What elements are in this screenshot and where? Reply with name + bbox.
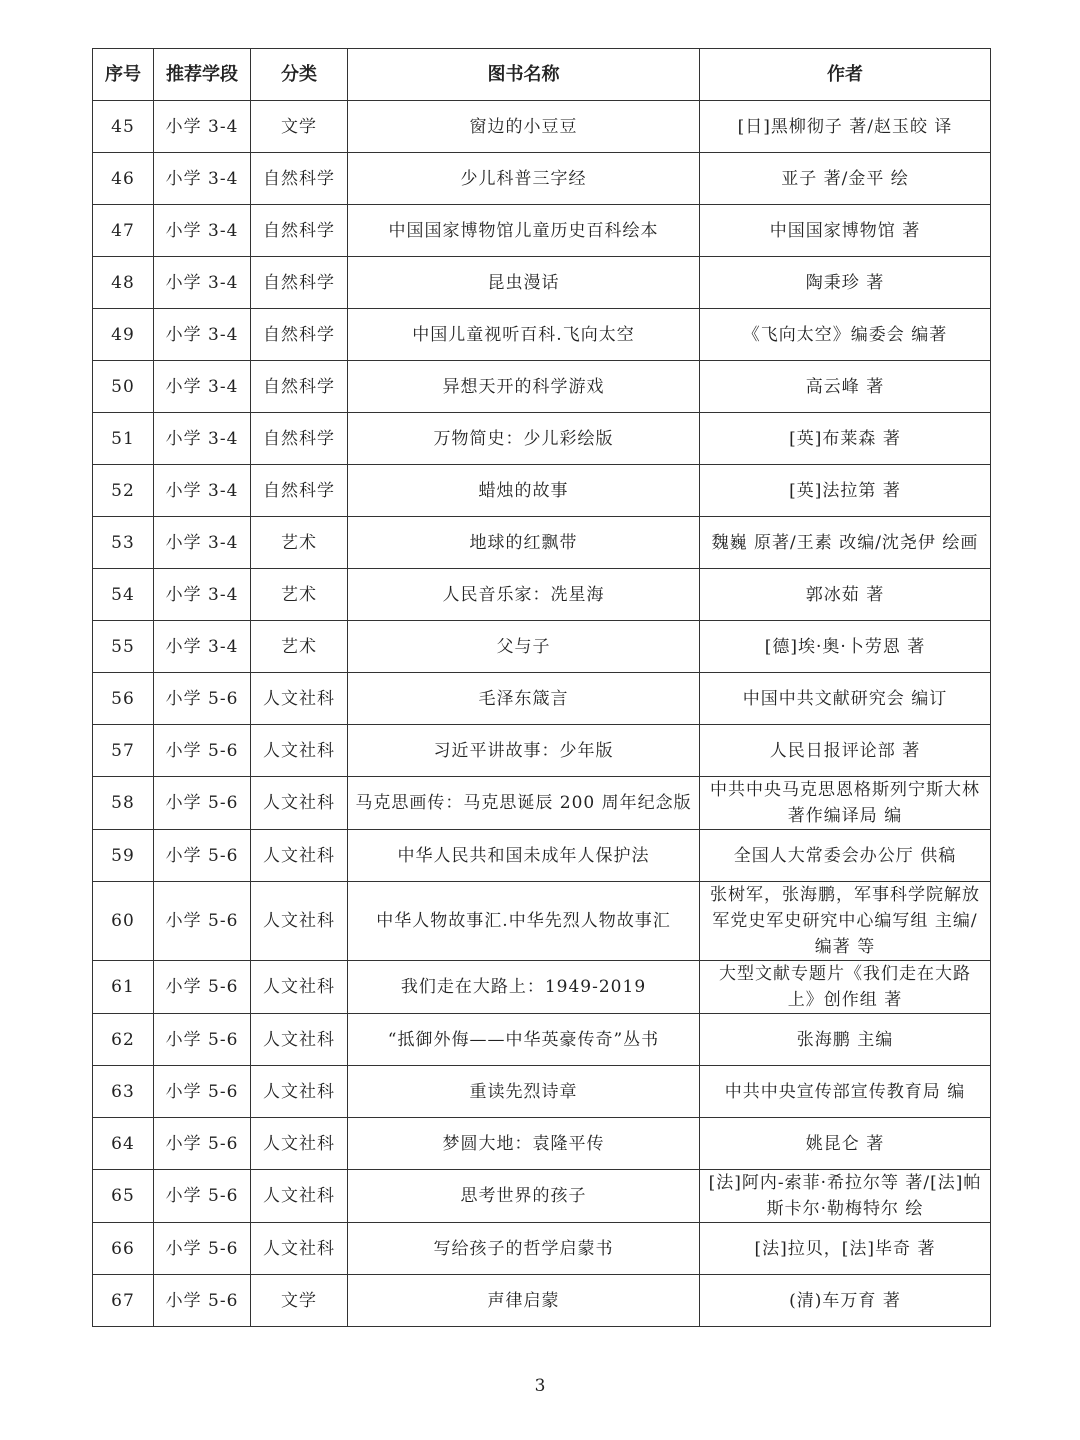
row-category: 自然科学	[251, 257, 348, 309]
row-author: 中共中央宣传部宣传教育局 编	[700, 1066, 991, 1118]
table-row	[93, 205, 991, 257]
row-book-title: 中国国家博物馆儿童历史百科绘本	[348, 205, 700, 257]
table-row	[93, 777, 991, 830]
row-stage: 小学 5-6	[154, 725, 251, 777]
row-index: 62	[93, 1014, 154, 1066]
row-category: 文学	[251, 1275, 348, 1327]
row-author: (清)车万育 著	[700, 1275, 991, 1327]
row-index: 63	[93, 1066, 154, 1118]
row-book-title: 人民音乐家：冼星海	[348, 569, 700, 621]
row-category: 自然科学	[251, 153, 348, 205]
table-row	[93, 569, 991, 621]
row-book-title: 习近平讲故事：少年版	[348, 725, 700, 777]
row-book-title: 中华人物故事汇.中华先烈人物故事汇	[348, 882, 700, 961]
row-index: 65	[93, 1170, 154, 1223]
row-stage: 小学 3-4	[154, 309, 251, 361]
row-book-title: 毛泽东箴言	[348, 673, 700, 725]
row-author: 《飞向太空》编委会 编著	[700, 309, 991, 361]
row-index: 60	[93, 882, 154, 961]
row-category: 人文社科	[251, 1223, 348, 1275]
row-index: 53	[93, 517, 154, 569]
table-row	[93, 1066, 991, 1118]
row-stage: 小学 3-4	[154, 569, 251, 621]
table-row	[93, 830, 991, 882]
row-index: 61	[93, 961, 154, 1014]
row-stage: 小学 3-4	[154, 361, 251, 413]
table-row	[93, 309, 991, 361]
row-stage: 小学 5-6	[154, 1223, 251, 1275]
row-book-title: “抵御外侮——中华英豪传奇”丛书	[348, 1014, 700, 1066]
book-list-table	[92, 48, 991, 1327]
table-row	[93, 725, 991, 777]
row-book-title: 窗边的小豆豆	[348, 101, 700, 153]
row-category: 人文社科	[251, 1066, 348, 1118]
row-category: 自然科学	[251, 361, 348, 413]
row-book-title: 中华人民共和国未成年人保护法	[348, 830, 700, 882]
table-row	[93, 517, 991, 569]
row-book-title: 父与子	[348, 621, 700, 673]
row-book-title: 地球的红飘带	[348, 517, 700, 569]
row-index: 59	[93, 830, 154, 882]
row-stage: 小学 5-6	[154, 1118, 251, 1170]
row-author: 亚子 著/金平 绘	[700, 153, 991, 205]
row-author: 全国人大常委会办公厅 供稿	[700, 830, 991, 882]
row-category: 艺术	[251, 621, 348, 673]
row-category: 人文社科	[251, 830, 348, 882]
row-author: [法]拉贝，[法]毕奇 著	[700, 1223, 991, 1275]
row-stage: 小学 5-6	[154, 830, 251, 882]
row-category: 自然科学	[251, 465, 348, 517]
row-stage: 小学 5-6	[154, 1275, 251, 1327]
row-index: 50	[93, 361, 154, 413]
row-stage: 小学 3-4	[154, 465, 251, 517]
row-stage: 小学 3-4	[154, 205, 251, 257]
header-category: 分类	[251, 49, 348, 101]
row-book-title: 昆虫漫话	[348, 257, 700, 309]
row-stage: 小学 5-6	[154, 673, 251, 725]
row-category: 人文社科	[251, 1118, 348, 1170]
header-author: 作者	[700, 49, 991, 101]
row-index: 56	[93, 673, 154, 725]
row-author: 中共中央马克思恩格斯列宁斯大林著作编译局 编	[700, 777, 991, 830]
table-body	[93, 101, 991, 1327]
row-book-title: 中国儿童视听百科.飞向太空	[348, 309, 700, 361]
row-book-title: 万物简史：少儿彩绘版	[348, 413, 700, 465]
row-index: 64	[93, 1118, 154, 1170]
row-index: 45	[93, 101, 154, 153]
row-index: 54	[93, 569, 154, 621]
table-row	[93, 1275, 991, 1327]
row-author: 郭冰茹 著	[700, 569, 991, 621]
table-row	[93, 961, 991, 1014]
row-author: 魏巍 原著/王素 改编/沈尧伊 绘画	[700, 517, 991, 569]
row-index: 55	[93, 621, 154, 673]
table-row	[93, 1170, 991, 1223]
row-category: 人文社科	[251, 961, 348, 1014]
row-category: 自然科学	[251, 309, 348, 361]
row-author: [日]黑柳彻子 著/赵玉皎 译	[700, 101, 991, 153]
row-stage: 小学 3-4	[154, 621, 251, 673]
row-author: 中国中共文献研究会 编订	[700, 673, 991, 725]
table-row	[93, 101, 991, 153]
row-index: 58	[93, 777, 154, 830]
row-index: 67	[93, 1275, 154, 1327]
row-author: 高云峰 著	[700, 361, 991, 413]
row-stage: 小学 3-4	[154, 153, 251, 205]
row-stage: 小学 3-4	[154, 257, 251, 309]
row-category: 人文社科	[251, 1014, 348, 1066]
row-category: 人文社科	[251, 725, 348, 777]
row-author: 人民日报评论部 著	[700, 725, 991, 777]
table-row	[93, 621, 991, 673]
row-stage: 小学 5-6	[154, 1014, 251, 1066]
row-author: [英]法拉第 著	[700, 465, 991, 517]
row-stage: 小学 5-6	[154, 1170, 251, 1223]
row-category: 艺术	[251, 569, 348, 621]
row-author: 陶秉珍 著	[700, 257, 991, 309]
table-row	[93, 465, 991, 517]
row-index: 46	[93, 153, 154, 205]
row-stage: 小学 5-6	[154, 882, 251, 961]
row-book-title: 异想天开的科学游戏	[348, 361, 700, 413]
row-author: 张树军，张海鹏，军事科学院解放军党史军史研究中心编写组 主编/编著 等	[700, 882, 991, 961]
page-number: 3	[534, 1376, 546, 1396]
row-stage: 小学 5-6	[154, 1066, 251, 1118]
row-book-title: 梦圆大地：袁隆平传	[348, 1118, 700, 1170]
table-row	[93, 673, 991, 725]
row-author: 大型文献专题片《我们走在大路上》创作组 著	[700, 961, 991, 1014]
row-index: 66	[93, 1223, 154, 1275]
row-stage: 小学 3-4	[154, 517, 251, 569]
row-book-title: 思考世界的孩子	[348, 1170, 700, 1223]
row-author: [法]阿内-索菲·希拉尔等 著/[法]帕斯卡尔·勒梅特尔 绘	[700, 1170, 991, 1223]
row-stage: 小学 3-4	[154, 413, 251, 465]
row-category: 人文社科	[251, 1170, 348, 1223]
row-category: 自然科学	[251, 205, 348, 257]
row-index: 52	[93, 465, 154, 517]
row-stage: 小学 5-6	[154, 961, 251, 1014]
row-stage: 小学 5-6	[154, 777, 251, 830]
row-author: 中国国家博物馆 著	[700, 205, 991, 257]
row-book-title: 写给孩子的哲学启蒙书	[348, 1223, 700, 1275]
row-book-title: 我们走在大路上：1949-2019	[348, 961, 700, 1014]
row-book-title: 声律启蒙	[348, 1275, 700, 1327]
row-book-title: 马克思画传：马克思诞辰 200 周年纪念版	[348, 777, 700, 830]
row-index: 49	[93, 309, 154, 361]
header-index: 序号	[93, 49, 154, 101]
row-category: 文学	[251, 101, 348, 153]
table-header-row	[93, 49, 991, 101]
row-index: 47	[93, 205, 154, 257]
table-row	[93, 882, 991, 961]
row-book-title: 少儿科普三字经	[348, 153, 700, 205]
header-title: 图书名称	[348, 49, 700, 101]
row-category: 艺术	[251, 517, 348, 569]
row-stage: 小学 3-4	[154, 101, 251, 153]
row-book-title: 蜡烛的故事	[348, 465, 700, 517]
row-index: 57	[93, 725, 154, 777]
table-row	[93, 361, 991, 413]
row-category: 人文社科	[251, 882, 348, 961]
table-row	[93, 257, 991, 309]
row-index: 48	[93, 257, 154, 309]
row-author: 姚昆仑 著	[700, 1118, 991, 1170]
row-author: [英]布莱森 著	[700, 413, 991, 465]
row-book-title: 重读先烈诗章	[348, 1066, 700, 1118]
table-row	[93, 1118, 991, 1170]
row-category: 自然科学	[251, 413, 348, 465]
table-row	[93, 413, 991, 465]
row-category: 人文社科	[251, 673, 348, 725]
table-row	[93, 153, 991, 205]
row-author: 张海鹏 主编	[700, 1014, 991, 1066]
row-author: [德]埃·奥·卜劳恩 著	[700, 621, 991, 673]
table-row	[93, 1014, 991, 1066]
row-category: 人文社科	[251, 777, 348, 830]
row-index: 51	[93, 413, 154, 465]
table-row	[93, 1223, 991, 1275]
header-stage: 推荐学段	[154, 49, 251, 101]
